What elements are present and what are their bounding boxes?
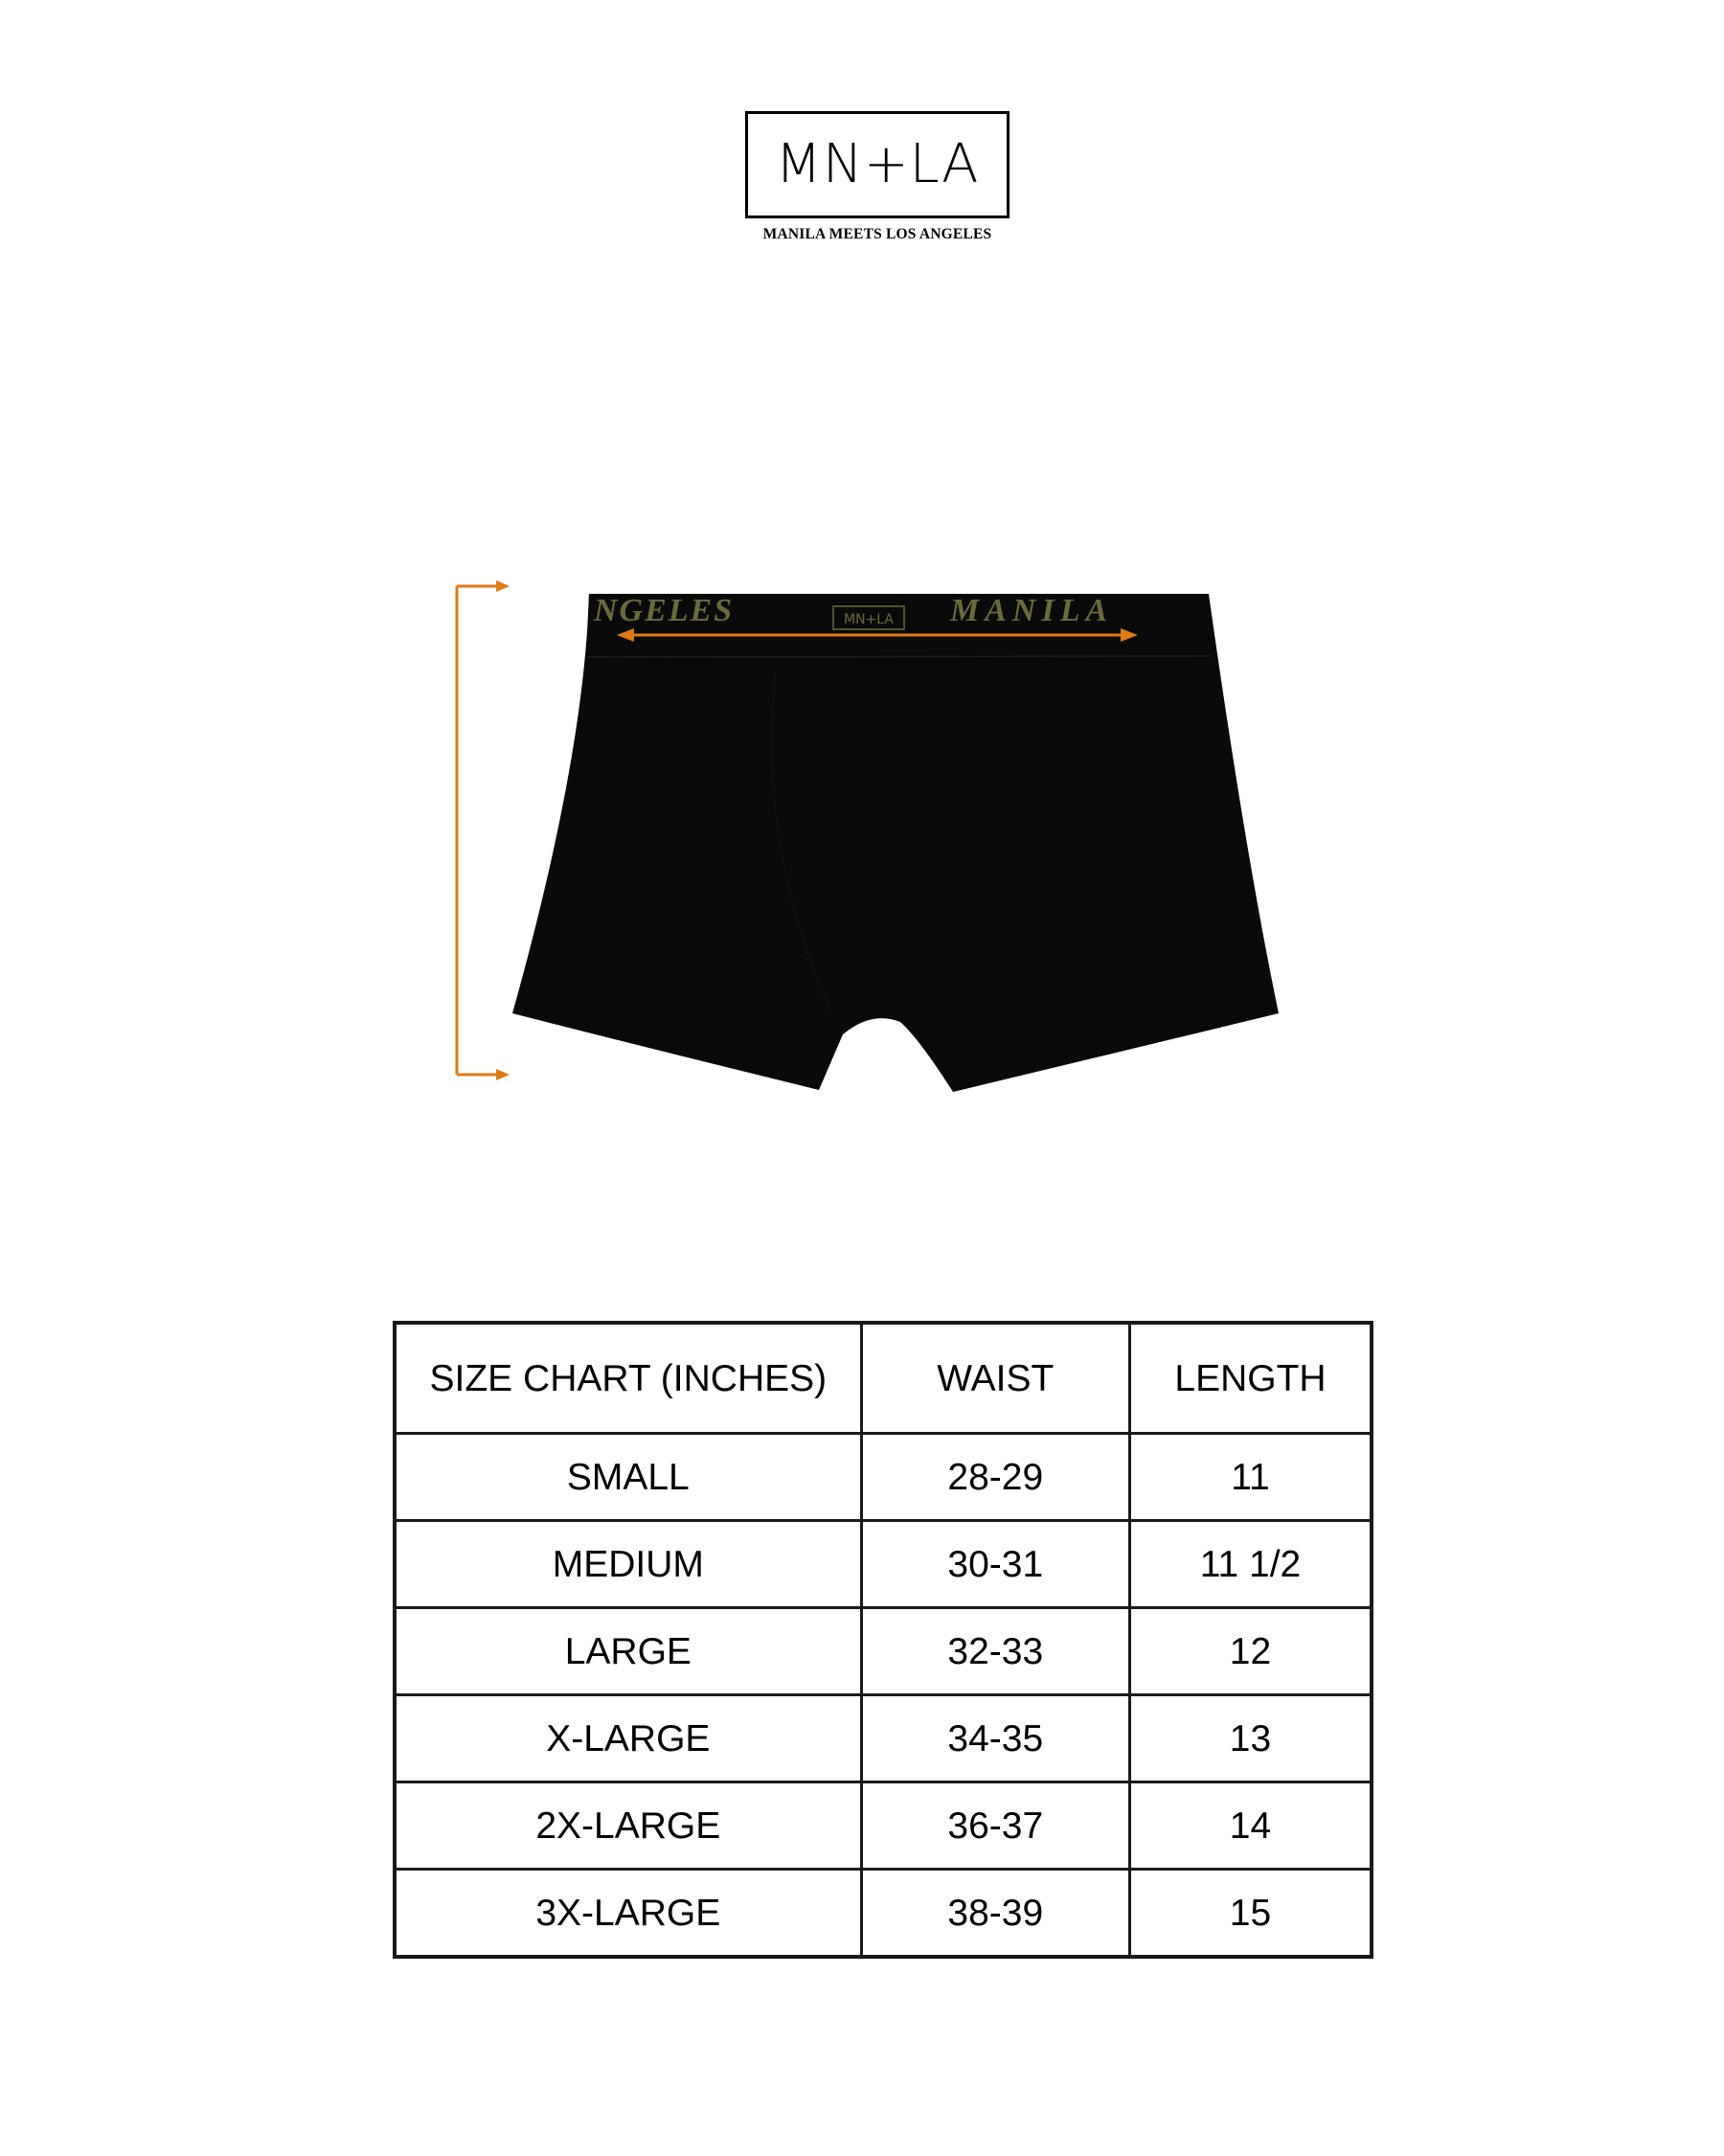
cell-size: LARGE bbox=[395, 1608, 861, 1695]
length-measure-arrow-icon bbox=[457, 580, 510, 1080]
cell-length: 15 bbox=[1129, 1870, 1372, 1958]
size-chart-table bbox=[393, 1321, 1373, 1959]
table-header-row bbox=[395, 1323, 1372, 1434]
garment-body bbox=[512, 594, 1279, 1092]
cell-length: 12 bbox=[1129, 1608, 1372, 1695]
logo-box bbox=[745, 111, 1009, 218]
cell-waist: 30-31 bbox=[861, 1521, 1129, 1608]
cell-size: SMALL bbox=[395, 1434, 861, 1521]
cell-size: 3X-LARGE bbox=[395, 1870, 861, 1958]
boxer-brief-illustration bbox=[421, 565, 1303, 1101]
table-row bbox=[395, 1782, 1372, 1870]
logo-text: MN+LA bbox=[775, 133, 980, 195]
cell-size: X-LARGE bbox=[395, 1695, 861, 1782]
table-row bbox=[395, 1695, 1372, 1782]
cell-size: 2X-LARGE bbox=[395, 1782, 861, 1870]
cell-length: 11 1/2 bbox=[1129, 1521, 1372, 1608]
header-waist: WAIST bbox=[861, 1323, 1129, 1434]
waistband-logo-text: MN+LA bbox=[844, 612, 894, 627]
header-length: LENGTH bbox=[1129, 1323, 1372, 1434]
table-row bbox=[395, 1608, 1372, 1695]
brand-logo bbox=[745, 111, 1009, 247]
cell-length: 11 bbox=[1129, 1434, 1372, 1521]
table-row bbox=[395, 1521, 1372, 1608]
cell-length: 13 bbox=[1129, 1695, 1372, 1782]
waistband-text-right: MANILA bbox=[950, 593, 1114, 628]
cell-size: MEDIUM bbox=[395, 1521, 861, 1608]
waistband-seam bbox=[587, 656, 1212, 657]
cell-length: 14 bbox=[1129, 1782, 1372, 1870]
table-row bbox=[395, 1870, 1372, 1958]
cell-waist: 38-39 bbox=[861, 1870, 1129, 1958]
waistband-text-left: NGELES bbox=[594, 593, 735, 628]
cell-waist: 28-29 bbox=[861, 1434, 1129, 1521]
header-size: SIZE CHART (INCHES) bbox=[395, 1323, 861, 1434]
logo-tagline: MANILA MEETS LOS ANGELES bbox=[762, 226, 992, 242]
table-row bbox=[395, 1434, 1372, 1521]
cell-waist: 34-35 bbox=[861, 1695, 1129, 1782]
cell-waist: 32-33 bbox=[861, 1608, 1129, 1695]
cell-waist: 36-37 bbox=[861, 1782, 1129, 1870]
